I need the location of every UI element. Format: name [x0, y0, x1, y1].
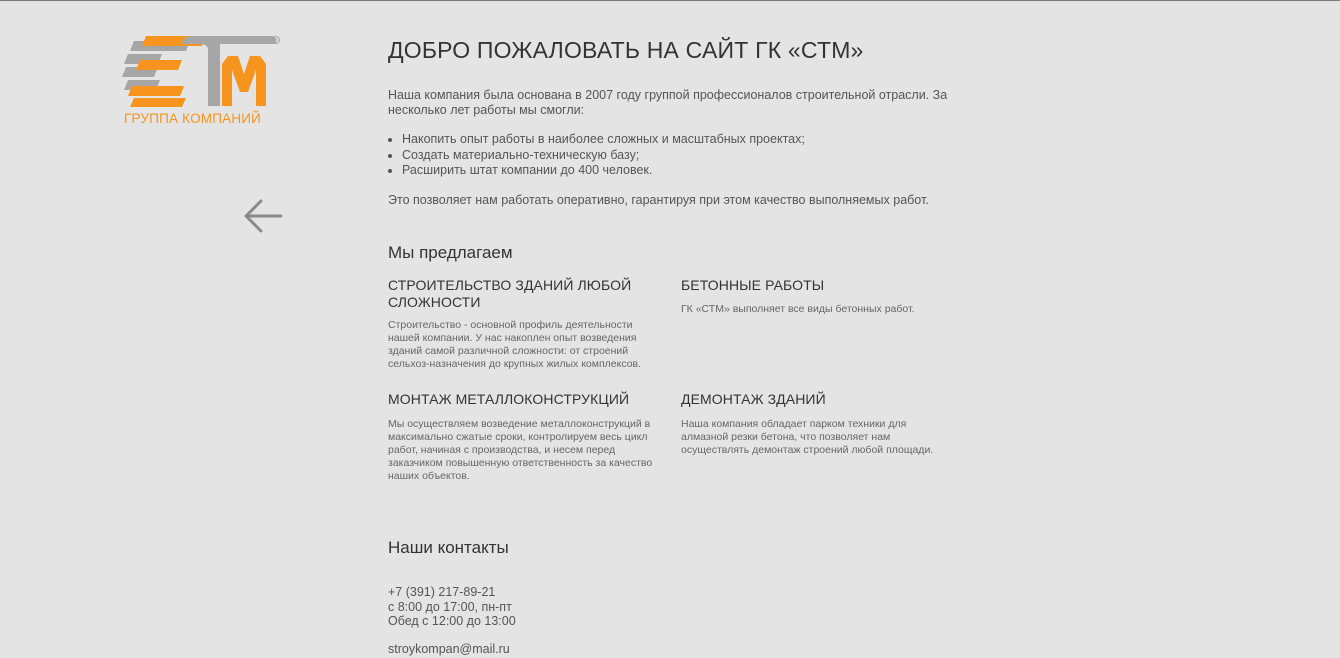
list-item: • Создать материально-техническую базу; [402, 148, 968, 164]
contact-phone[interactable]: +7 (391) 217-89-21 [388, 585, 496, 599]
service-text: Строительство - основной профиль деятельности нашей компании. У нас накоплен опыт возведения зданий самой различной сложности: от строений сельхоз-назначения до крупных жилых комплексов. [388, 319, 642, 370]
list-item: • Накопить опыт работы в наиболее сложных и масштабных проектах; [402, 132, 968, 148]
registered-mark: ® [273, 38, 279, 44]
list-item: • Расширить штат компании до 400 человек. [402, 163, 968, 179]
top-border [0, 0, 1340, 1]
arrow-left-icon[interactable] [243, 196, 283, 236]
intro-section [388, 36, 968, 208]
contact-email-link[interactable]: stroykompan@mail.ru [388, 641, 510, 656]
logo-caption: ГРУППА КОМПАНИЙ [124, 111, 262, 126]
contact-hours: с 8:00 до 17:00, пн-пт [388, 599, 512, 614]
page-title: ДОБРО ПОЖАЛОВАТЬ НА САЙТ ГК «СТМ» [388, 37, 864, 63]
service-text: Мы осуществляем возведение металлоконструкций в максимально сжатые сроки, контролируем весь цикл работ, начиная с производства, и несем перед заказчиком повышенную ответственность за качество наших объектов. [388, 417, 653, 482]
service-demolition [681, 391, 956, 457]
contacts-block [388, 585, 516, 656]
service-text: Наша компания обладает парком техники для алмазной резки бетона, что позволяет нам осуществлять демонтаж строений любой площади. [681, 417, 934, 456]
intro-note: Это позволяет нам работать оперативно, гарантируя при этом качество выполняемых работ. [388, 192, 929, 207]
contact-lunch: Обед с 12:00 до 13:00 [388, 614, 516, 628]
service-title: МОНТАЖ МЕТАЛЛОКОНСТРУКЦИЙ [388, 391, 630, 407]
offers-title: Мы предлагаем [388, 243, 513, 262]
service-construction [388, 277, 663, 371]
intro-paragraph: Наша компания была основана в 2007 году группой профессионалов строительной отрасли. За несколько лет работы мы смогли: [388, 88, 948, 117]
contacts-title: Наши контакты [388, 538, 509, 557]
service-metal-structures [388, 391, 663, 483]
service-concrete [681, 277, 956, 316]
service-title: СТРОИТЕЛЬСТВО ЗДАНИЙ ЛЮБОЙ СЛОЖНОСТИ [388, 277, 632, 310]
achievements-list [388, 132, 968, 179]
service-text: ГК «СТМ» выполняет все виды бетонных работ. [681, 302, 915, 315]
service-title: ДЕМОНТАЖ ЗДАНИЙ [681, 391, 826, 407]
service-title: БЕТОННЫЕ РАБОТЫ [681, 277, 825, 293]
